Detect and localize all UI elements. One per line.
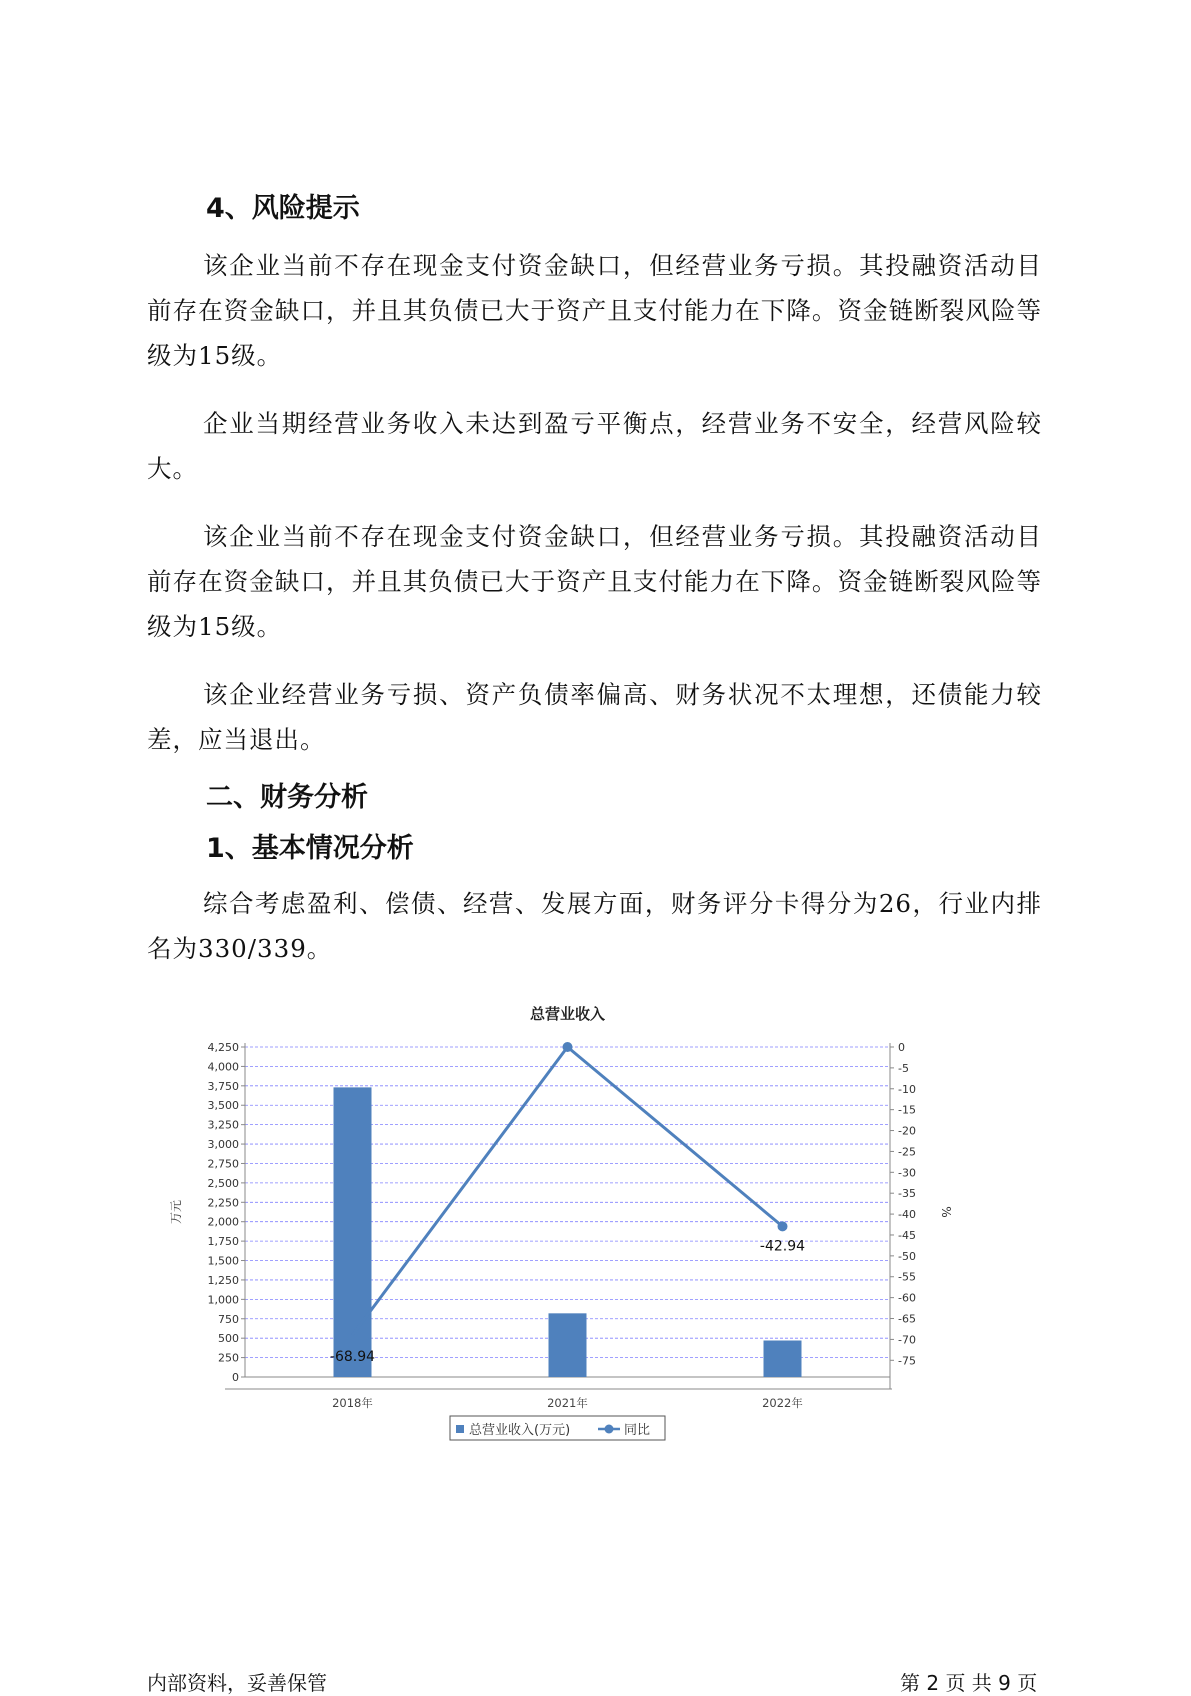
- chart-title: 总营业收入: [529, 1005, 606, 1023]
- right-axis-tick-label: -35: [898, 1187, 916, 1201]
- left-axis-tick-label: 1,750: [207, 1235, 239, 1249]
- right-axis-tick-label: -50: [898, 1249, 916, 1263]
- right-axis-tick-label: -45: [898, 1228, 916, 1242]
- revenue-chart-svg: [160, 995, 1040, 1455]
- right-axis-tick-label: 0: [898, 1041, 905, 1054]
- revenue-chart: [160, 995, 1040, 1455]
- right-axis-tick-label: -30: [898, 1166, 916, 1180]
- left-axis-tick-label: 1,000: [207, 1293, 239, 1307]
- right-axis-tick-label: -70: [898, 1333, 916, 1347]
- finance-heading: 二、财务分析: [206, 782, 368, 813]
- left-axis-tick-label: 3,500: [207, 1099, 239, 1113]
- right-axis-tick-label: -40: [898, 1208, 916, 1222]
- right-axis-tick-label: -15: [898, 1103, 916, 1117]
- risk-paragraph-2: 企业当期经营业务收入未达到盈亏平衡点，经营业务不安全，经营风险较大。: [147, 409, 1042, 483]
- right-axis-label: %: [939, 1206, 953, 1218]
- right-axis-tick-label: -60: [898, 1291, 916, 1305]
- left-axis-tick-label: 3,750: [207, 1079, 239, 1093]
- left-axis-tick-label: 250: [218, 1351, 239, 1365]
- bar-total-revenue: [764, 1341, 802, 1377]
- line-yoy-point: [563, 1042, 573, 1052]
- x-axis-tick-label: 2018年: [332, 1396, 373, 1410]
- risk-paragraph-3: 该企业当前不存在现金支付资金缺口，但经营业务亏损。其投融资活动目前存在资金缺口，并且其负债已大于资产且支付能力在下降。资金链断裂风险等级为15级。: [147, 522, 1042, 641]
- risk-paragraph-1: 该企业当前不存在现金支付资金缺口，但经营业务亏损。其投融资活动目前存在资金缺口，并且其负债已大于资产且支付能力在下降。资金链断裂风险等级为15级。: [147, 251, 1042, 370]
- left-axis-label: 万元: [169, 1199, 183, 1225]
- left-axis-tick-label: 2,250: [207, 1196, 239, 1210]
- line-yoy-change: [353, 1047, 783, 1335]
- left-axis-tick-label: 0: [232, 1371, 239, 1384]
- basic-analysis-heading: 1、基本情况分析: [206, 833, 414, 864]
- x-axis-tick-label: 2022年: [762, 1396, 803, 1410]
- risk-paragraph-4: 该企业经营业务亏损、资产负债率偏高、财务状况不太理想，还债能力较差，应当退出。: [147, 680, 1042, 754]
- left-axis-tick-label: 4,250: [207, 1041, 239, 1054]
- left-axis-tick-label: 2,750: [207, 1157, 239, 1171]
- footer-confidential: 内部资料，妥善保管: [147, 1671, 327, 1695]
- line-yoy-point: [778, 1221, 788, 1231]
- bar-total-revenue: [549, 1313, 587, 1377]
- line-yoy-data-label: -42.94: [759, 1238, 806, 1255]
- risk-heading: 4、风险提示: [206, 193, 360, 224]
- legend-bar-label: 总营业收入(万元): [469, 1423, 571, 1438]
- right-axis-tick-label: -5: [898, 1061, 909, 1075]
- left-axis-tick-label: 2,500: [207, 1176, 239, 1190]
- footer-page-number: 第 2 页 共 9 页: [900, 1671, 1038, 1695]
- legend-bar-swatch: [456, 1425, 464, 1433]
- basic-analysis-paragraph: 综合考虑盈利、偿债、经营、发展方面，财务评分卡得分为26，行业内排名为330/339。: [147, 889, 1042, 963]
- left-axis-tick-label: 500: [218, 1332, 239, 1346]
- right-axis-tick-label: -55: [898, 1270, 916, 1284]
- legend-line-label: 同比: [624, 1423, 651, 1438]
- left-axis-tick-label: 3,000: [207, 1138, 239, 1152]
- right-axis-tick-label: -10: [898, 1082, 916, 1096]
- line-yoy-data-label: -68.94: [329, 1349, 376, 1365]
- legend-line-marker: [605, 1425, 614, 1434]
- left-axis-tick-label: 2,000: [207, 1215, 239, 1229]
- left-axis-tick-label: 1,500: [207, 1254, 239, 1268]
- right-axis-tick-label: -20: [898, 1124, 916, 1138]
- right-axis-tick-label: -75: [898, 1354, 916, 1368]
- left-axis-tick-label: 4,000: [207, 1060, 239, 1074]
- left-axis-tick-label: 1,250: [207, 1273, 239, 1287]
- left-axis-tick-label: 3,250: [207, 1118, 239, 1132]
- x-axis-tick-label: 2021年: [547, 1396, 588, 1410]
- left-axis-tick-label: 750: [218, 1312, 239, 1326]
- right-axis-tick-label: -25: [898, 1145, 916, 1159]
- right-axis-tick-label: -65: [898, 1312, 916, 1326]
